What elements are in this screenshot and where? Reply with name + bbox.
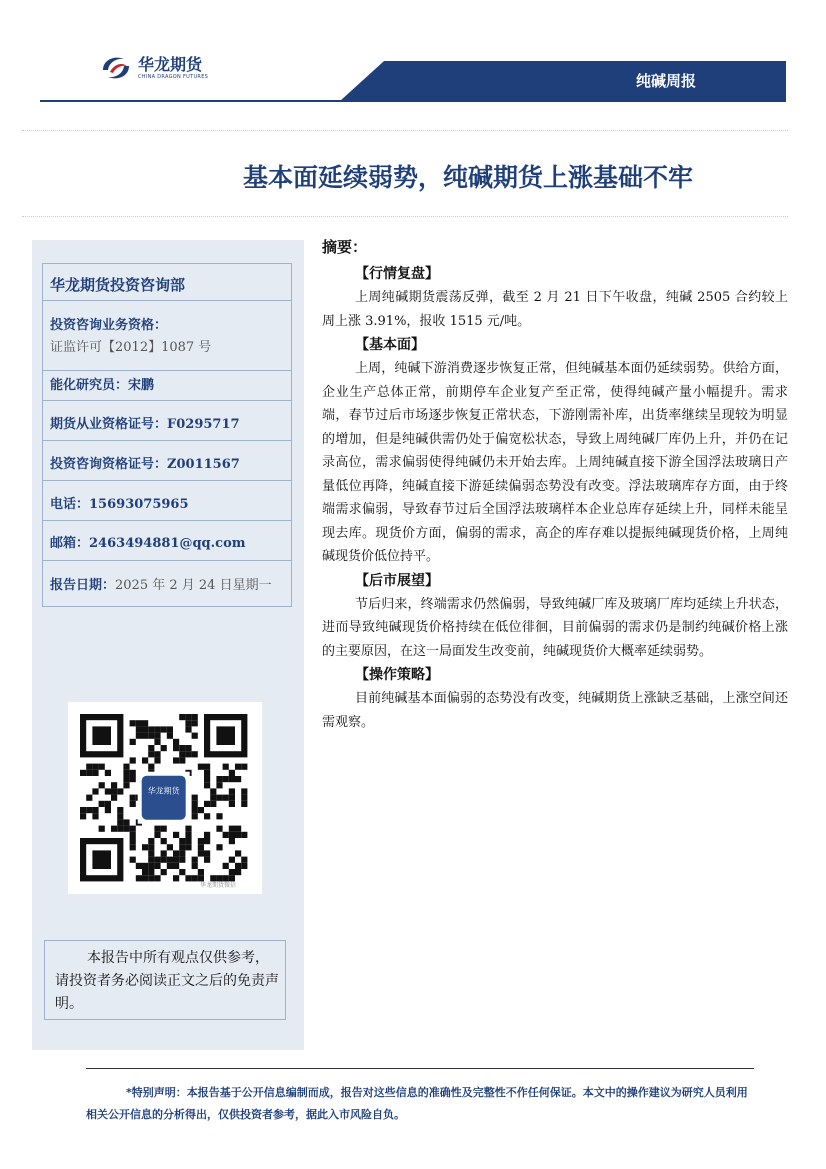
- date-row: [43, 560, 291, 606]
- consult-cert-label: 投资咨询资格证号：: [50, 457, 168, 472]
- analyst-info-box: [42, 263, 292, 607]
- section-heading: 【基本面】: [355, 337, 425, 353]
- consult-cert-row: [43, 440, 291, 480]
- section-text: 上周纯碱期货震荡反弹，截至 2 月 21 日下午收盘，纯碱 2505 合约较上周上涨 3.91%，报收 1515 元/吨。: [322, 290, 788, 329]
- section-text: 节后归来，终端需求仍然偏弱，导致纯碱厂库及玻璃厂库均延续上升状态，进而导致纯碱现货价格持续在低位徘徊，目前偏弱的需求仍是制约纯碱价格上涨的主要原因，在这一局面发生改变前，纯碱现货价大概率延续弱势。: [322, 596, 788, 659]
- footer-divider: [86, 1068, 754, 1069]
- qualification-label: 投资咨询业务资格：: [50, 318, 168, 333]
- logo-emblem-icon: [100, 52, 132, 84]
- logo-en-text: CHINA DRAGON FUTURES: [138, 74, 209, 80]
- section-market-review: [322, 262, 788, 333]
- report-title: 基本面延续弱势，纯碱期货上涨基础不牢: [242, 163, 693, 192]
- phone-value: 15693075965: [89, 497, 189, 512]
- email-label: 邮箱：: [50, 536, 90, 551]
- section-outlook: [322, 569, 788, 664]
- phone-row: [43, 480, 291, 520]
- company-logo: [100, 52, 208, 84]
- header-divider: [40, 100, 786, 102]
- analyst-label: 能化研究员：: [50, 378, 129, 393]
- dept-name: 华龙期货投资咨询部: [50, 276, 186, 294]
- qualification-value: 证监许可【2012】1087 号: [50, 340, 212, 355]
- analyst-name: 宋鹏: [128, 378, 155, 393]
- section-text: 目前纯碱基本面偏弱的态势没有改变，纯碱期货上涨缺乏基础，上涨空间还需观察。: [322, 691, 788, 730]
- disclaimer-notice: 本报告中所有观点仅供参考，请投资者务必阅读正文之后的免责声明。: [44, 940, 286, 1020]
- qr-caption: 华龙期货微信: [200, 882, 237, 889]
- qualification-row: [43, 300, 291, 370]
- analyst-row: [43, 370, 291, 400]
- futures-cert-row: [43, 400, 291, 440]
- section-fundamentals: [322, 333, 788, 569]
- section-strategy: [322, 663, 788, 734]
- consult-cert-value: Z0011567: [167, 457, 240, 472]
- section-text: 上周，纯碱下游消费逐步恢复正常，但纯碱基本面仍延续弱势。供给方面，企业生产总体正常，前期停车企业复产至正常，使得纯碱产量小幅提升。需求端，春节过后市场逐步恢复正常状态，下游刚需补库，出货率继续呈现较为明显的增加，但是纯碱供需仍处于偏宽松状态，导致上周纯碱厂库仍上升，并仍在记录高位，需求偏弱使得纯碱仍未开始去库。上周纯碱直接下游全国浮法玻璃日产量低位再降，纯碱直接下游延续偏弱态势没有改变。浮法玻璃库存方面，由于终端需求偏弱，导致春节过后全国浮法玻璃样本企业总库存延续上升，同样未能呈现去库。现货价方面，偏弱的需求，高企的库存难以提振纯碱现货价格，上周纯碱现货价低位持平。: [322, 361, 788, 564]
- qr-center-label: 华龙期货: [147, 786, 180, 796]
- report-type-label: 纯碱周报: [636, 72, 697, 90]
- section-heading: 【操作策略】: [355, 667, 439, 683]
- summary-heading: 摘要：: [322, 238, 368, 256]
- logo-cn-text: 华龙期货: [138, 55, 203, 74]
- section-heading: 【行情复盘】: [355, 266, 439, 282]
- main-content: [322, 236, 788, 734]
- futures-cert-value: F0295717: [167, 417, 240, 432]
- phone-label: 电话：: [50, 497, 90, 512]
- date-value: 2025 年 2 月 24 日星期一: [115, 578, 272, 593]
- report-type-banner: [340, 61, 786, 101]
- futures-cert-label: 期货从业资格证号：: [50, 417, 168, 432]
- special-statement: *特别声明：本报告基于公开信息编制而成，报告对这些信息的准确性及完整性不作任何保证。本文中的操作建议为研究人员利用相关公开信息的分析得出，仅供投资者参考，据此入市风险自负。: [86, 1086, 748, 1121]
- section-heading: 【后市展望】: [355, 572, 439, 589]
- email-value[interactable]: 2463494881@qq.com: [89, 536, 246, 551]
- date-label: 报告日期：: [50, 578, 116, 593]
- wechat-qr-code: [68, 702, 262, 894]
- email-row: [43, 520, 291, 560]
